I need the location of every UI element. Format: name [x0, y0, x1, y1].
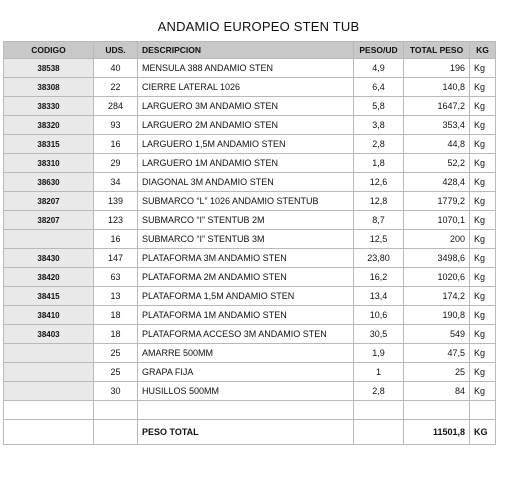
table-row — [4, 344, 496, 363]
total-row — [4, 420, 496, 445]
cell-codigo: 38410 — [4, 306, 94, 325]
cell-codigo: 38310 — [4, 154, 94, 173]
cell-codigo: 38403 — [4, 325, 94, 344]
cell-total-peso: 428,4 — [404, 173, 470, 192]
cell-unit: Kg — [470, 325, 496, 344]
total-label: PESO TOTAL — [138, 420, 354, 445]
cell-codigo — [4, 382, 94, 401]
cell-total-peso: 1070,1 — [404, 211, 470, 230]
cell-descripcion: LARGUERO 1M ANDAMIO STEN — [138, 154, 354, 173]
cell-uds: 147 — [94, 249, 138, 268]
cell-unit: Kg — [470, 154, 496, 173]
cell-descripcion: AMARRE 500MM — [138, 344, 354, 363]
cell-uds: 123 — [94, 211, 138, 230]
cell-codigo: 38420 — [4, 268, 94, 287]
cell-descripcion: GRAPA FIJA — [138, 363, 354, 382]
cell-peso-ud: 12,6 — [354, 173, 404, 192]
cell-peso-ud: 2,8 — [354, 382, 404, 401]
table-row — [4, 249, 496, 268]
header-codigo: CODIGO — [4, 42, 94, 59]
cell-total-peso: 47,5 — [404, 344, 470, 363]
cell-peso-ud: 12,8 — [354, 192, 404, 211]
cell-unit: Kg — [470, 344, 496, 363]
cell-peso-ud: 12,5 — [354, 230, 404, 249]
weights-table — [3, 41, 496, 445]
cell-total-peso: 1647,2 — [404, 97, 470, 116]
cell-codigo: 38320 — [4, 116, 94, 135]
blank-cell — [94, 401, 138, 420]
cell-total-peso: 1779,2 — [404, 192, 470, 211]
blank-cell — [470, 401, 496, 420]
cell-peso-ud: 4,9 — [354, 59, 404, 78]
header-peso-ud: PESO/UD — [354, 42, 404, 59]
cell-codigo: 38630 — [4, 173, 94, 192]
table-body — [4, 59, 496, 401]
cell-codigo — [4, 363, 94, 382]
table-row — [4, 306, 496, 325]
cell-unit: Kg — [470, 230, 496, 249]
table-row — [4, 135, 496, 154]
cell-total-peso: 84 — [404, 382, 470, 401]
cell-descripcion: SUBMARCO “I” STENTUB 3M — [138, 230, 354, 249]
cell-peso-ud: 13,4 — [354, 287, 404, 306]
blank-row — [4, 401, 496, 420]
cell-unit: Kg — [470, 116, 496, 135]
blank-cell — [354, 401, 404, 420]
cell-total-peso: 549 — [404, 325, 470, 344]
cell-descripcion: SUBMARCO “L” 1026 ANDAMIO STENTUB — [138, 192, 354, 211]
cell-descripcion: PLATAFORMA 1,5M ANDAMIO STEN — [138, 287, 354, 306]
cell-uds: 18 — [94, 306, 138, 325]
cell-peso-ud: 16,2 — [354, 268, 404, 287]
cell-uds: 18 — [94, 325, 138, 344]
cell-descripcion: MENSULA 388 ANDAMIO STEN — [138, 59, 354, 78]
cell-uds: 139 — [94, 192, 138, 211]
header-uds: UDS. — [94, 42, 138, 59]
blank-cell — [4, 401, 94, 420]
cell-unit: Kg — [470, 78, 496, 97]
total-cell-empty — [94, 420, 138, 445]
cell-codigo: 38415 — [4, 287, 94, 306]
cell-uds: 25 — [94, 363, 138, 382]
table-row — [4, 192, 496, 211]
cell-unit: Kg — [470, 97, 496, 116]
cell-peso-ud: 6,4 — [354, 78, 404, 97]
document-title: ANDAMIO EUROPEO STEN TUB — [157, 19, 360, 34]
table-row — [4, 173, 496, 192]
table-row — [4, 116, 496, 135]
cell-peso-ud: 5,8 — [354, 97, 404, 116]
table-row — [4, 154, 496, 173]
cell-codigo — [4, 230, 94, 249]
cell-uds: 16 — [94, 230, 138, 249]
table-row — [4, 230, 496, 249]
total-cell-empty — [354, 420, 404, 445]
cell-descripcion: PLATAFORMA 2M ANDAMIO STEN — [138, 268, 354, 287]
cell-uds: 30 — [94, 382, 138, 401]
table-row — [4, 325, 496, 344]
cell-uds: 22 — [94, 78, 138, 97]
cell-descripcion: CIERRE LATERAL 1026 — [138, 78, 354, 97]
cell-unit: Kg — [470, 306, 496, 325]
cell-total-peso: 174,2 — [404, 287, 470, 306]
cell-descripcion: PLATAFORMA 1M ANDAMIO STEN — [138, 306, 354, 325]
cell-total-peso: 25 — [404, 363, 470, 382]
cell-codigo: 38538 — [4, 59, 94, 78]
cell-descripcion: PLATAFORMA ACCESO 3M ANDAMIO STEN — [138, 325, 354, 344]
cell-total-peso: 1020,6 — [404, 268, 470, 287]
cell-unit: Kg — [470, 249, 496, 268]
cell-uds: 40 — [94, 59, 138, 78]
cell-peso-ud: 3,8 — [354, 116, 404, 135]
cell-total-peso: 196 — [404, 59, 470, 78]
table-row — [4, 211, 496, 230]
blank-cell — [138, 401, 354, 420]
cell-unit: Kg — [470, 287, 496, 306]
cell-uds: 284 — [94, 97, 138, 116]
cell-total-peso: 190,8 — [404, 306, 470, 325]
cell-total-peso: 3498,6 — [404, 249, 470, 268]
cell-descripcion: LARGUERO 2M ANDAMIO STEN — [138, 116, 354, 135]
cell-codigo: 38430 — [4, 249, 94, 268]
cell-codigo: 38315 — [4, 135, 94, 154]
cell-peso-ud: 23,80 — [354, 249, 404, 268]
table-row — [4, 382, 496, 401]
cell-codigo: 38207 — [4, 211, 94, 230]
cell-uds: 93 — [94, 116, 138, 135]
cell-uds: 13 — [94, 287, 138, 306]
cell-codigo: 38330 — [4, 97, 94, 116]
cell-unit: Kg — [470, 173, 496, 192]
header-kg: KG — [470, 42, 496, 59]
cell-codigo: 38207 — [4, 192, 94, 211]
cell-descripcion: DIAGONAL 3M ANDAMIO STEN — [138, 173, 354, 192]
cell-uds: 16 — [94, 135, 138, 154]
header-descripcion: DESCRIPCION — [138, 42, 354, 59]
cell-peso-ud: 8,7 — [354, 211, 404, 230]
cell-descripcion: SUBMARCO “I” STENTUB 2M — [138, 211, 354, 230]
cell-codigo: 38308 — [4, 78, 94, 97]
table-row — [4, 287, 496, 306]
table-row — [4, 97, 496, 116]
cell-total-peso: 353,4 — [404, 116, 470, 135]
cell-unit: Kg — [470, 363, 496, 382]
table-row — [4, 363, 496, 382]
cell-total-peso: 44,8 — [404, 135, 470, 154]
total-unit: KG — [470, 420, 496, 445]
cell-descripcion: HUSILLOS 500MM — [138, 382, 354, 401]
cell-unit: Kg — [470, 382, 496, 401]
total-value: 11501,8 — [404, 420, 470, 445]
cell-peso-ud: 1 — [354, 363, 404, 382]
cell-peso-ud: 2,8 — [354, 135, 404, 154]
cell-peso-ud: 30,5 — [354, 325, 404, 344]
table-header-row — [4, 42, 496, 59]
cell-uds: 29 — [94, 154, 138, 173]
table-row — [4, 78, 496, 97]
cell-unit: Kg — [470, 268, 496, 287]
cell-peso-ud: 10,6 — [354, 306, 404, 325]
blank-cell — [404, 401, 470, 420]
table-row — [4, 59, 496, 78]
cell-total-peso: 200 — [404, 230, 470, 249]
cell-descripcion: LARGUERO 3M ANDAMIO STEN — [138, 97, 354, 116]
cell-unit: Kg — [470, 192, 496, 211]
cell-peso-ud: 1,8 — [354, 154, 404, 173]
cell-descripcion: LARGUERO 1,5M ANDAMIO STEN — [138, 135, 354, 154]
cell-unit: Kg — [470, 59, 496, 78]
table-row — [4, 268, 496, 287]
cell-unit: Kg — [470, 211, 496, 230]
total-cell-empty — [4, 420, 94, 445]
cell-total-peso: 140,8 — [404, 78, 470, 97]
cell-peso-ud: 1,9 — [354, 344, 404, 363]
cell-codigo — [4, 344, 94, 363]
cell-uds: 25 — [94, 344, 138, 363]
cell-descripcion: PLATAFORMA 3M ANDAMIO STEN — [138, 249, 354, 268]
cell-uds: 63 — [94, 268, 138, 287]
cell-unit: Kg — [470, 135, 496, 154]
header-total-peso: TOTAL PESO — [404, 42, 470, 59]
cell-uds: 34 — [94, 173, 138, 192]
cell-total-peso: 52,2 — [404, 154, 470, 173]
